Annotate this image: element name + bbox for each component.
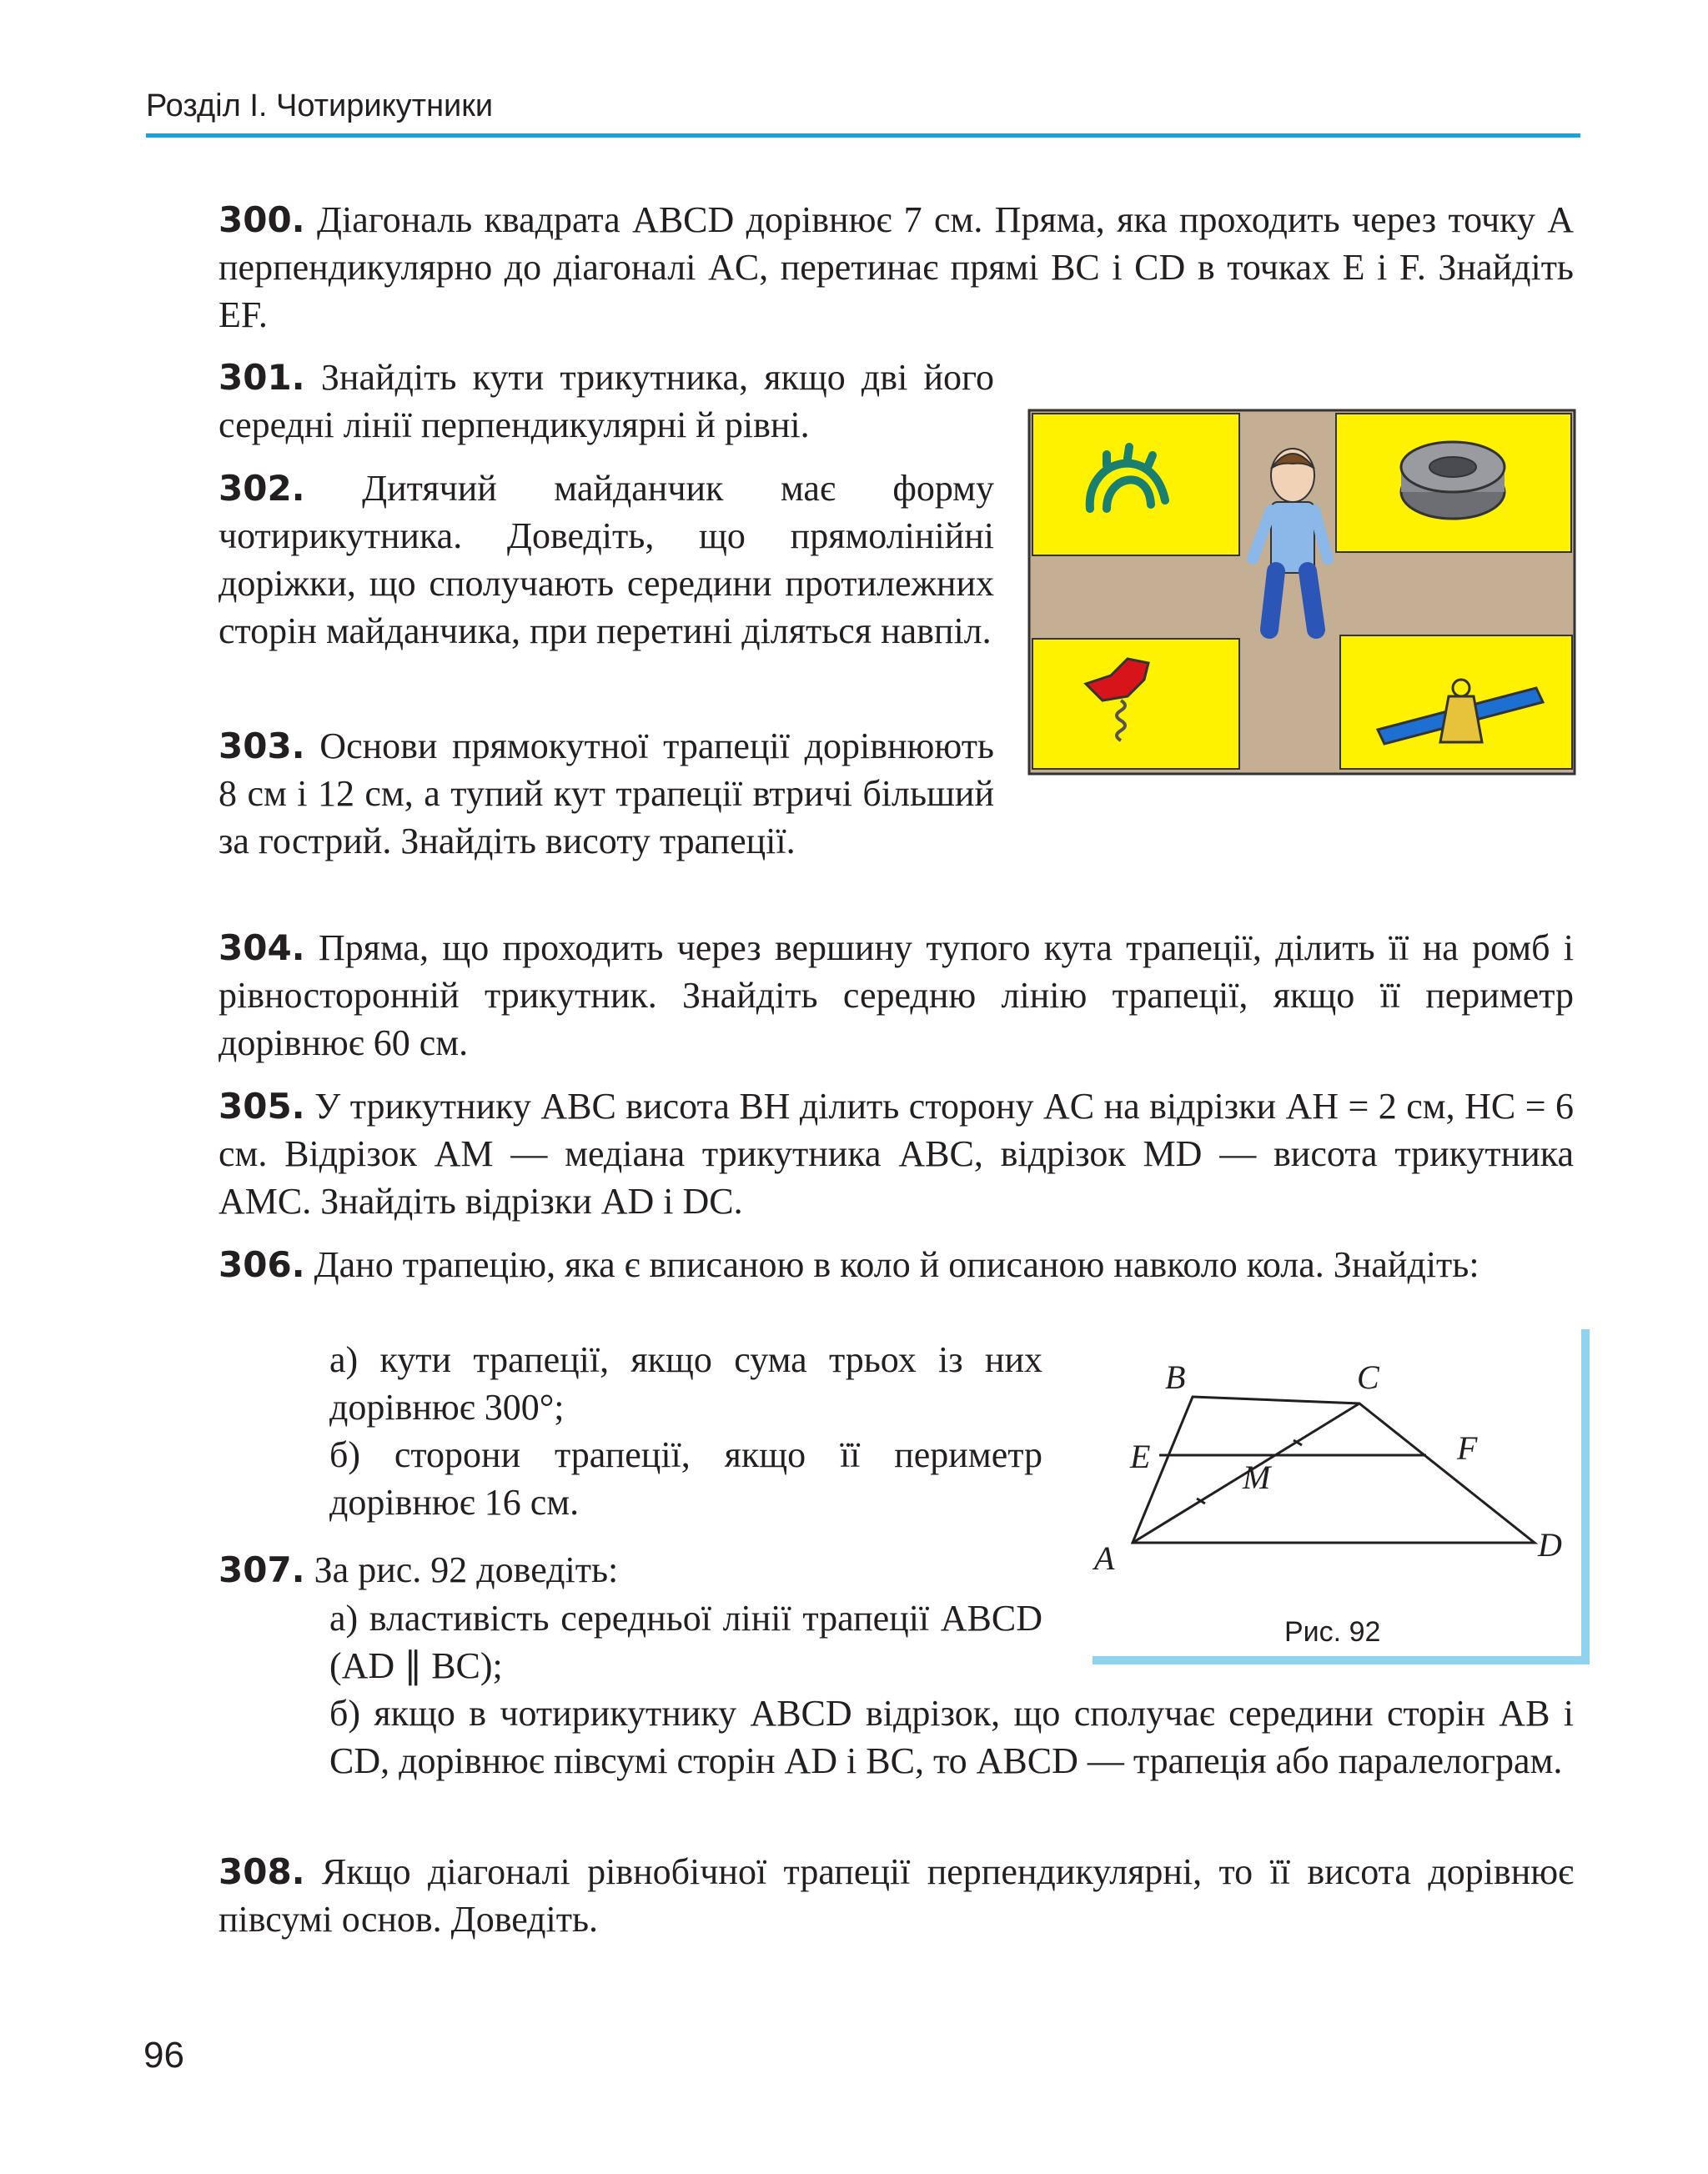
problem-306 [219, 1241, 1574, 1288]
label-b: B [1165, 1358, 1186, 1396]
problem-text: Пряма, що проходить через вершину тупого кута трапеції, ділить її на ромб і рівносторонній трикутник. Знайдіть середню лінію трапеції, якщо її периметр дорівнює 60 см. [219, 927, 1574, 1063]
problem-text: Дитячий майданчик має форму чотирикутника. Доведіть, що прямолінійні доріжки, що сполучають середини протилежних сторін майданчика, при перетині діляться навпіл. [219, 468, 995, 651]
problem-number: 300. [219, 199, 305, 240]
problem-306-a: а) кути трапеції, якщо сума трьох із них дорівнює 300°; [329, 1339, 1042, 1428]
problem-number: 303. [219, 726, 305, 766]
figure-frame [1581, 1329, 1590, 1664]
playground-illustration [1027, 409, 1576, 776]
problem-text: Знайдіть кути трикутника, якщо дві його середні лінії перпендикулярні й рівні. [219, 357, 994, 445]
problem-number: 307. [219, 1549, 305, 1590]
problem-307-b: б) якщо в чотирикутнику ABCD відрізок, що сполучає середини сторін AB і CD, дорівнює півсумі сторін AD і BC, то ABCD — трапеція або паралелограм. [329, 1693, 1574, 1781]
problem-307-a: а) властивість середньої лінії трапеції ABCD (AD ∥ BC); [329, 1598, 1042, 1686]
problem-text: За рис. 92 доведіть: [314, 1549, 619, 1590]
problem-text: У трикутнику ABC висота BH ділить сторону AC на відрізки AH = 2 см, HC = 6 см. Відрізок AM — медіана трикутника ABC, відрізок MD — висота трикутника AMC. Знайдіть відрізки AD і DC. [219, 1086, 1574, 1222]
chapter-header: Розділ І. Чотирикутники [146, 88, 494, 123]
label-a: A [1094, 1539, 1115, 1576]
problem-305 [219, 1082, 1574, 1225]
label-c: C [1357, 1358, 1379, 1396]
label-d: D [1538, 1526, 1562, 1564]
problem-number: 301. [219, 357, 305, 398]
problem-301 [219, 354, 994, 449]
problem-number: 304. [219, 927, 305, 968]
label-f: F [1457, 1429, 1478, 1467]
problem-number: 302. [219, 468, 305, 509]
problem-text: Основи прямокутної трапеції дорівнюють 8 см і 12 см, а тупий кут трапеції втричі більший за гострий. Знайдіть висоту трапеції. [219, 726, 994, 861]
problem-303 [219, 722, 994, 865]
problem-300 [219, 196, 1574, 339]
problem-number: 306. [219, 1244, 305, 1285]
problem-number: 305. [219, 1086, 305, 1127]
label-m: M [1243, 1459, 1271, 1496]
problem-307 [219, 1546, 969, 1594]
figure-92-trapezoid [1084, 1326, 1585, 1576]
problem-text: Дано трапецію, яка є вписаною в коло й описаною навколо кола. Знайдіть: [314, 1244, 1479, 1285]
page-number: 96 [143, 2035, 184, 2076]
header-rule [146, 133, 1580, 138]
problem-306-subitems [329, 1336, 1042, 1526]
figure-frame [1093, 1656, 1590, 1664]
label-e: E [1130, 1438, 1151, 1475]
problem-306-b: б) сторони трапеції, якщо її периметр дорівнює 16 см. [329, 1434, 1042, 1523]
problem-308 [219, 1848, 1574, 1943]
tyre-icon [1401, 442, 1505, 519]
problem-304 [219, 924, 1574, 1067]
problem-text: Якщо діагоналі рівнобічної трапеції перпендикулярні, то її висота дорівнює півсумі основ. Доведіть. [219, 1851, 1575, 1940]
problem-302 [219, 464, 994, 655]
yellow-area [1032, 639, 1239, 769]
problem-text: Діагональ квадрата ABCD дорівнює 7 см. Пряма, яка проходить через точку A перпендикулярно до діагоналі AC, перетинає прямі BC і CD в точках E і F. Знайдіть EF. [219, 199, 1574, 335]
figure-caption: Рис. 92 [1284, 1616, 1381, 1648]
problem-number: 308. [219, 1851, 305, 1892]
